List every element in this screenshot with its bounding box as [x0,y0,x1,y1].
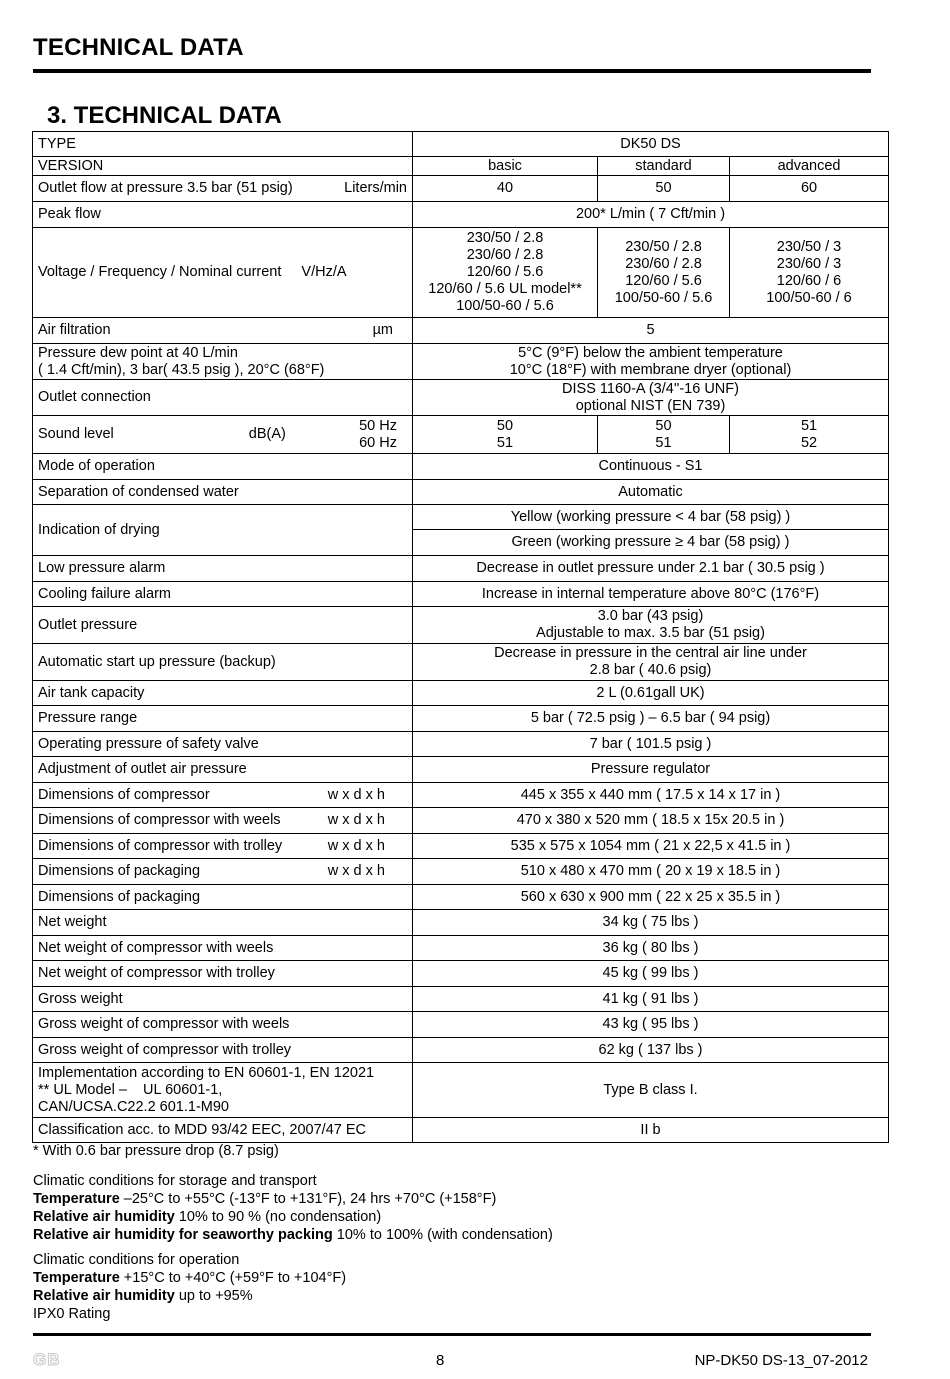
cell-value: 50 [598,176,730,202]
row-label: VERSION [33,157,413,176]
label-text: Dimensions of compressor [38,786,210,803]
row-value: Continuous - S1 [413,454,889,480]
label-bold: Temperature [33,1191,120,1207]
label-text: Dimensions of packaging [38,863,201,879]
row-label [33,808,413,834]
version-basic: basic [413,157,598,176]
footnote: * With 0.6 bar pressure drop (8.7 psig) [33,1143,279,1159]
climate-conditions [33,1172,553,1323]
row-value: 200* L/min ( 7 Cft/min ) [413,202,889,228]
cell-line: 50 [655,417,672,434]
table-row [33,1012,889,1038]
label-text: Air filtration [38,322,111,338]
value-line: 3.0 bar (43 psig) [597,608,704,624]
table-row [33,834,889,859]
row-label [33,176,413,202]
unit-text: w x d x h [327,786,385,803]
row-label [33,344,413,380]
table-row [33,416,889,454]
cell-value: 40 [413,176,598,202]
value-text: 10% to 100% (with condensation) [332,1227,553,1243]
row-label [33,834,413,859]
value-line: optional NIST (EN 739) [575,397,726,414]
row-value [413,607,889,644]
cell-line: 230/60 / 2.8 [466,247,544,263]
row-value: 62 kg ( 137 lbs ) [413,1038,889,1063]
label-text: Dimensions of compressor with weels [38,812,281,828]
row-value: II b [413,1118,889,1143]
row-label: Outlet connection [33,380,413,416]
row-label: Operating pressure of safety valve [33,732,413,757]
value-text: 10% to 90 % (no condensation) [174,1209,382,1225]
row-label [33,416,413,454]
label-text: Outlet flow at pressure 3.5 bar (51 psig) [38,180,293,196]
label-text: Sound level [38,426,114,442]
value-line: Adjustable to max. 3.5 bar (51 psig) [536,625,765,641]
footer-rule [33,1333,871,1336]
row-label: Peak flow [33,202,413,228]
unit-text: w x d x h [327,863,385,879]
unit-text: Liters/min [344,180,407,196]
value-line: Decrease in pressure in the central air line under [494,645,807,661]
voltage-basic [413,228,598,318]
row-label: Outlet pressure [33,607,413,644]
row-value: 445 x 355 x 440 mm ( 17.5 x 14 x 17 in ) [413,783,889,808]
value-line: 10°C (18°F) with membrane dryer (optional) [509,361,792,378]
table-row [33,380,889,416]
table-row [33,318,889,344]
storage-heading: Climatic conditions for storage and transport [33,1173,317,1189]
table-row [33,910,889,936]
row-value: 34 kg ( 75 lbs ) [413,910,889,936]
row-value: 560 x 630 x 900 mm ( 22 x 25 x 35.5 in ) [413,885,889,910]
cell-value: 60 [730,176,889,202]
storage-seaworthy [33,1226,553,1244]
table-row [33,885,889,910]
value-line: 2.8 bar ( 40.6 psig) [589,662,712,678]
row-label: Gross weight of compressor with weels [33,1012,413,1038]
row-value [413,380,889,416]
cell-line: 51 [496,434,514,451]
table-row [33,344,889,380]
table-row [33,1063,889,1118]
row-value [413,344,889,380]
cell-line: 51 [800,417,818,434]
label-line: Implementation according to EN 60601-1, EN 12021 [38,1064,375,1081]
cell-line: 120/60 / 5.6 UL model** [428,281,582,297]
row-label: Low pressure alarm [33,556,413,582]
row-label: Pressure range [33,706,413,732]
sound-standard [598,416,730,454]
label-line: CAN/UCSA.C22.2 601.1-M90 [38,1098,229,1115]
table-row [33,987,889,1012]
row-value: Automatic [413,480,889,505]
row-label: Dimensions of packaging [33,885,413,910]
row-label: Indication of drying [33,505,413,556]
row-label: Net weight of compressor with trolley [33,961,413,987]
table-row [33,132,889,157]
row-value: 470 x 380 x 520 mm ( 18.5 x 15x 20.5 in ) [413,808,889,834]
row-value: 41 kg ( 91 lbs ) [413,987,889,1012]
hz-60: 60 Hz [359,434,397,451]
voltage-advanced [730,228,889,318]
table-row [33,732,889,757]
table-row [33,757,889,783]
table-row [33,607,889,644]
unit-text: w x d x h [327,837,385,854]
version-advanced: advanced [730,157,889,176]
version-standard: standard [598,157,730,176]
row-value: 5 [413,318,889,344]
cell-line: 51 [655,434,672,451]
label-bold: Relative air humidity for seaworthy packing [33,1227,333,1243]
table-row [33,1118,889,1143]
row-value: 5 bar ( 72.5 psig ) – 6.5 bar ( 94 psig) [413,706,889,732]
drying-green: Green (working pressure ≥ 4 bar (58 psig) ) [413,530,889,556]
document-code: NP-DK50 DS-13_07-2012 [694,1352,868,1369]
cell-line: 230/50 / 3 [776,238,842,255]
table-row [33,706,889,732]
row-label: Cooling failure alarm [33,582,413,607]
row-label: Mode of operation [33,454,413,480]
table-row [33,859,889,885]
unit-text: V/Hz/A [301,264,347,280]
storage-temperature [33,1190,553,1208]
cell-line: 120/60 / 6 [776,272,842,289]
row-label [33,859,413,885]
table-row [33,783,889,808]
cell-line: 230/60 / 2.8 [625,255,702,272]
cell-line: 230/50 / 2.8 [466,230,544,246]
value-text: –25°C to +55°C (-13°F to +131°F), 24 hrs +70°C (+158°F) [119,1191,497,1207]
row-value: 7 bar ( 101.5 psig ) [413,732,889,757]
table-row [33,176,889,202]
sound-basic [413,416,598,454]
row-label: Gross weight [33,987,413,1012]
row-label: Net weight [33,910,413,936]
cell-line: 230/60 / 3 [776,255,842,272]
cell-line: 100/50-60 / 6 [766,289,852,306]
row-value: 535 x 575 x 1054 mm ( 21 x 22,5 x 41.5 in ) [413,834,889,859]
cell-line: 50 [496,417,514,434]
table-row [33,480,889,505]
row-label: TYPE [33,132,413,157]
table-row [33,582,889,607]
row-label [33,1063,413,1118]
unit-text: dB(A) [248,426,286,442]
unit-text: w x d x h [327,812,385,828]
cell-line: 120/60 / 5.6 [466,264,544,280]
row-value: Decrease in outlet pressure under 2.1 bar ( 30.5 psig ) [413,556,889,582]
row-label: Automatic start up pressure (backup) [33,644,413,681]
row-label [33,228,413,318]
table-row [33,505,889,530]
cell-line: 100/50-60 / 5.6 [456,298,554,314]
voltage-standard [598,228,730,318]
row-value: Increase in internal temperature above 80°C (176°F) [413,582,889,607]
row-value: 510 x 480 x 470 mm ( 20 x 19 x 18.5 in ) [413,859,889,885]
label-bold: Temperature [33,1270,120,1286]
row-value: Type B class I. [413,1063,889,1118]
table-row [33,228,889,318]
row-value: 2 L (0.61gall UK) [413,681,889,706]
label-text: Dimensions of compressor with trolley [38,837,283,854]
hz-50: 50 Hz [359,417,397,434]
table-row [33,157,889,176]
table-row [33,961,889,987]
page-number: 8 [436,1352,445,1369]
table-row [33,681,889,706]
row-value: Pressure regulator [413,757,889,783]
operation-heading: Climatic conditions for operation [33,1252,240,1268]
table-row [33,454,889,480]
header-rule [33,69,871,73]
operation-humidity [33,1287,553,1305]
label-bold: Relative air humidity [33,1288,175,1304]
header-title: TECHNICAL DATA [33,34,244,61]
label-bold: Relative air humidity [33,1209,175,1225]
label-line: ** UL Model – UL 60601-1, [38,1081,223,1098]
cell-line: 120/60 / 5.6 [625,272,702,289]
cell-line: 100/50-60 / 5.6 [614,289,713,306]
row-label: Net weight of compressor with weels [33,936,413,961]
storage-humidity [33,1208,553,1226]
value-line: DISS 1160-A (3/4''-16 UNF) [562,380,739,397]
ip-rating: IPX0 Rating [33,1306,111,1322]
label-text: Voltage / Frequency / Nominal current [38,264,282,280]
row-label: Adjustment of outlet air pressure [33,757,413,783]
table-row [33,202,889,228]
table-row [33,1038,889,1063]
technical-data-table [32,131,889,1143]
table-row [33,644,889,681]
row-label [33,318,413,344]
cell-line: 52 [800,434,818,451]
drying-yellow: Yellow (working pressure < 4 bar (58 psig) ) [413,505,889,530]
table-row [33,808,889,834]
row-value [413,644,889,681]
sound-advanced [730,416,889,454]
row-label: Classification acc. to MDD 93/42 EEC, 2007/47 EC [33,1118,413,1143]
operation-temperature [33,1269,553,1287]
row-label: Gross weight of compressor with trolley [33,1038,413,1063]
row-label: Air tank capacity [33,681,413,706]
table-row [33,556,889,582]
table-row [33,936,889,961]
row-label: Separation of condensed water [33,480,413,505]
section-title: 3. TECHNICAL DATA [47,102,282,129]
unit-text: µm [372,322,393,338]
row-value: 45 kg ( 99 lbs ) [413,961,889,987]
gb-logo: GB [33,1350,61,1369]
value-line: 5°C (9°F) below the ambient temperature [518,344,783,361]
value-text: up to +95% [174,1288,253,1304]
row-value: DK50 DS [413,132,889,157]
label-line: Pressure dew point at 40 L/min [38,344,238,361]
value-text: +15°C to +40°C (+59°F to +104°F) [119,1270,347,1286]
row-value: 43 kg ( 95 lbs ) [413,1012,889,1038]
cell-line: 230/50 / 2.8 [625,238,702,255]
row-value: 36 kg ( 80 lbs ) [413,936,889,961]
row-label [33,783,413,808]
label-line: ( 1.4 Cft/min), 3 bar( 43.5 psig ), 20°C (68°F) [38,361,325,378]
